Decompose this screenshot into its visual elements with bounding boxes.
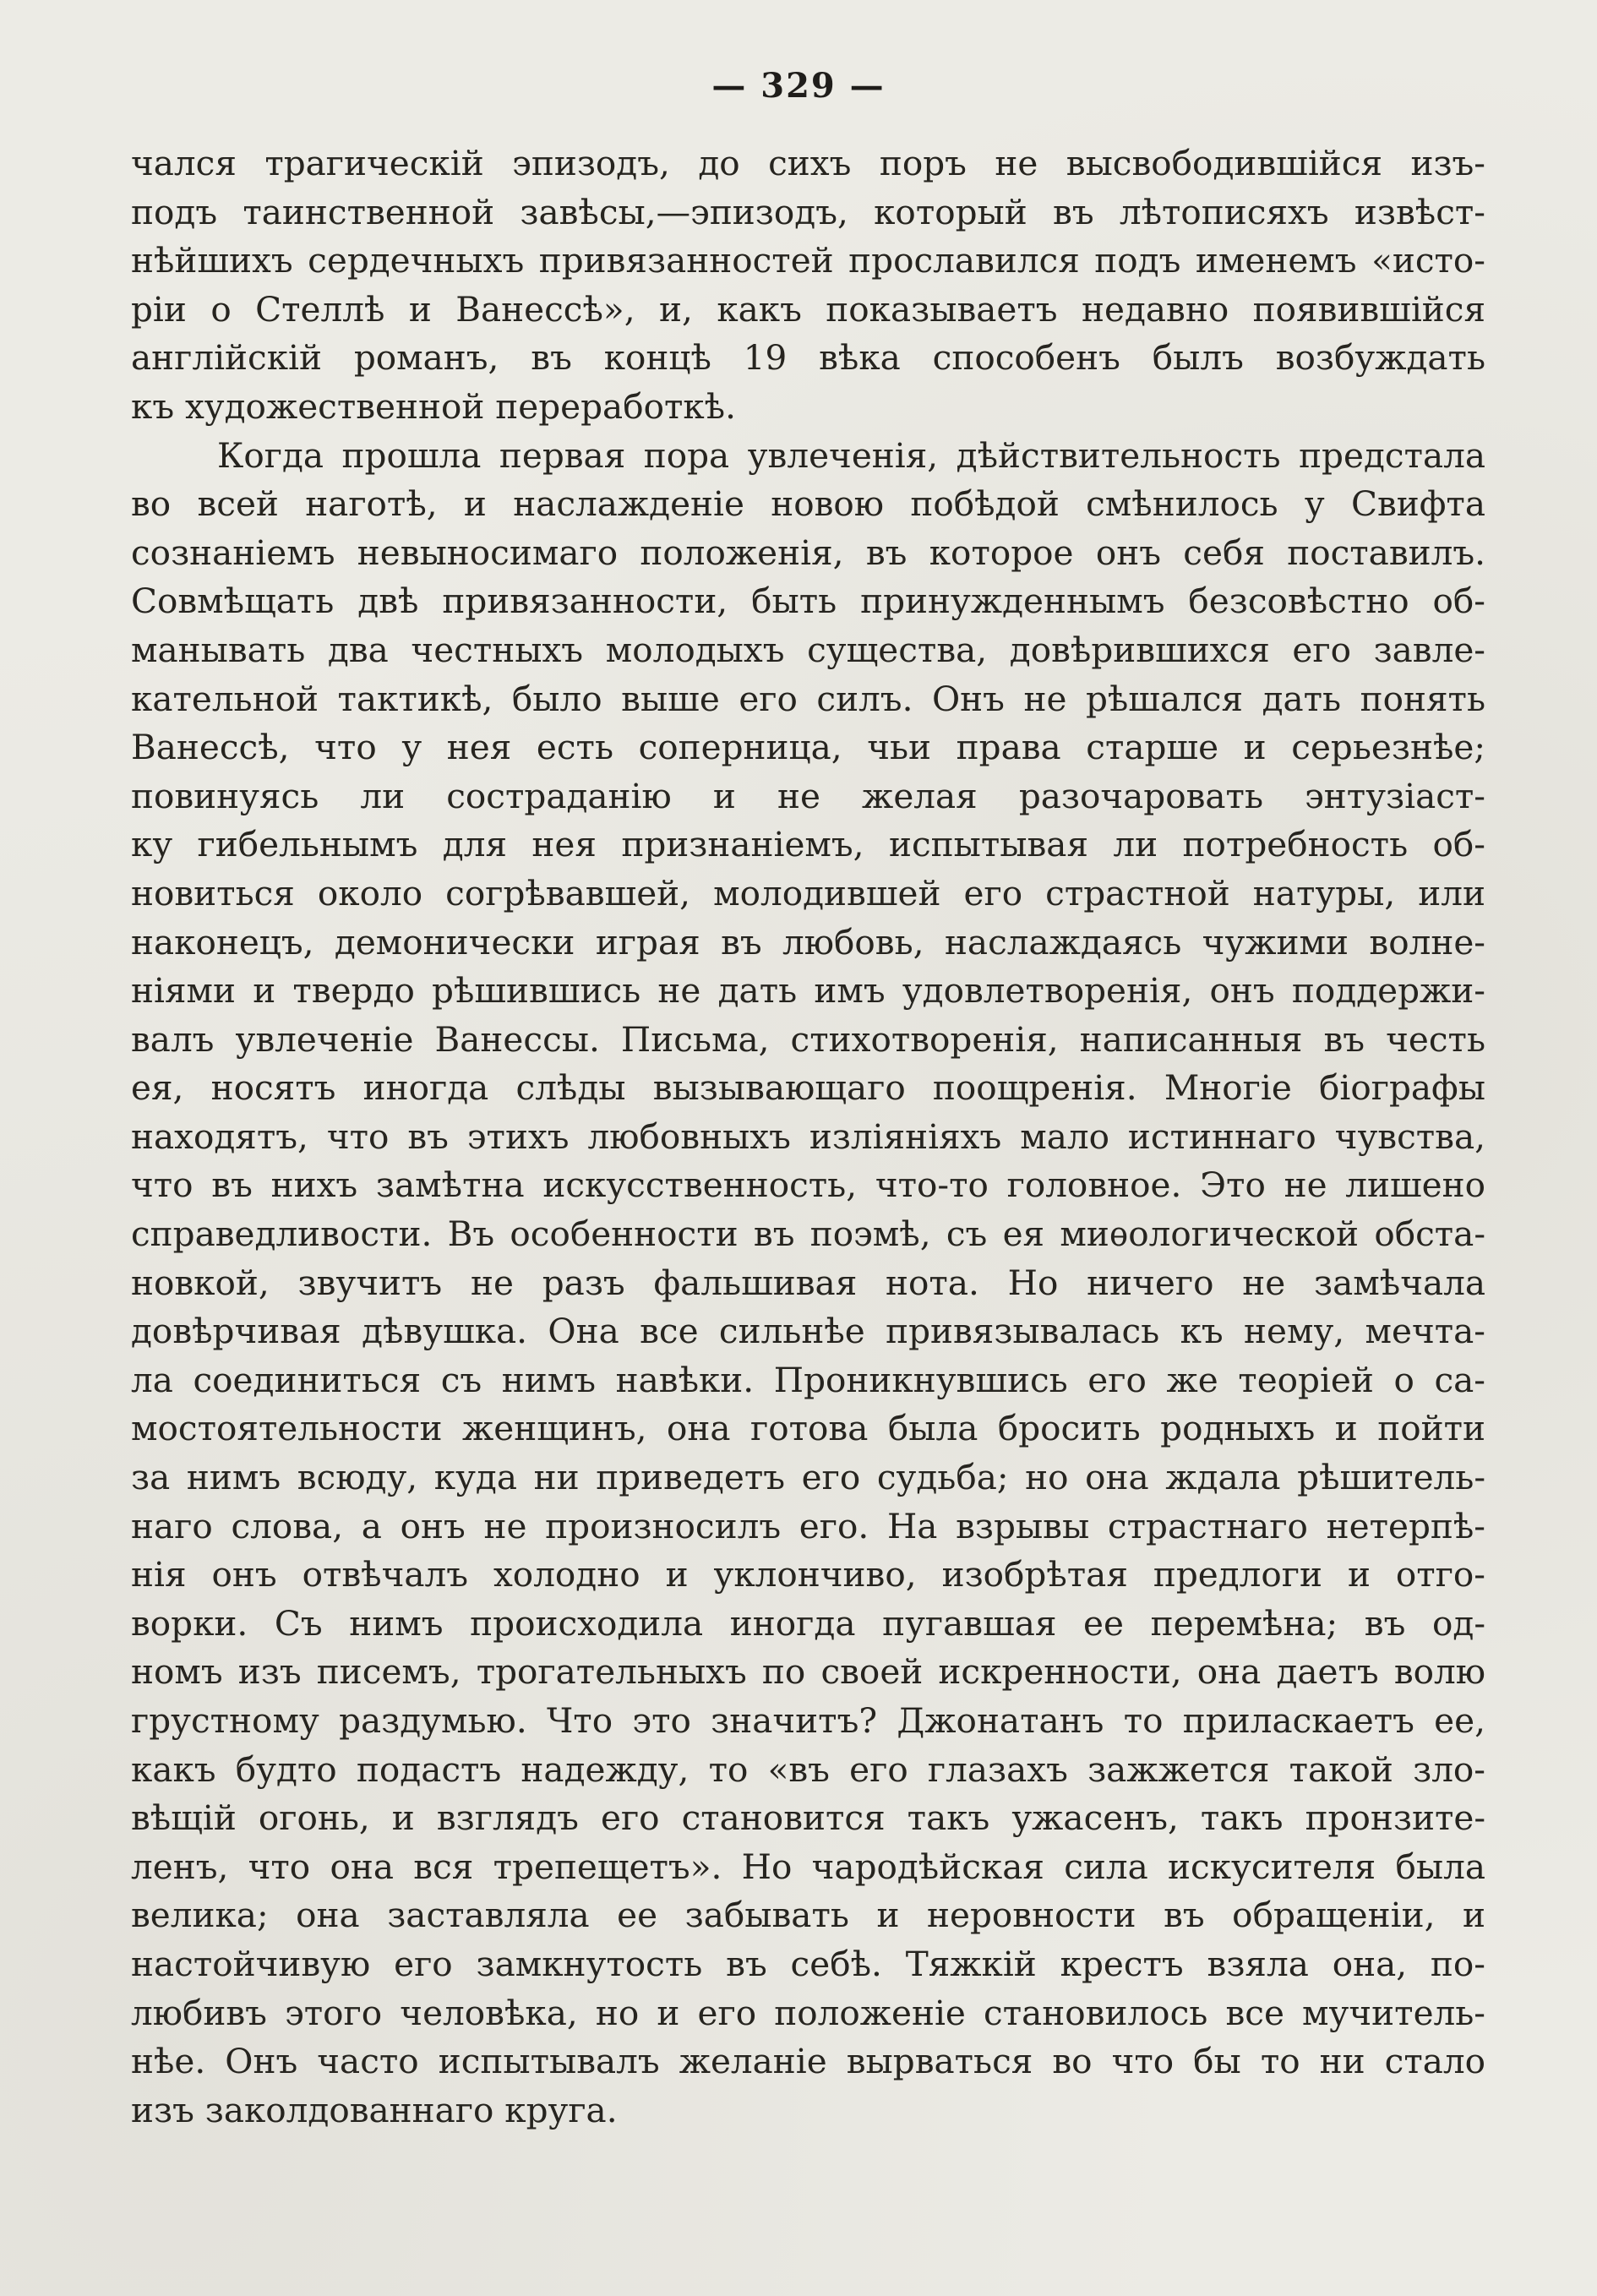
paragraph-1	[131, 139, 1485, 432]
text-line: ленъ, что она вся трепещетъ». Но чародѣйская сила искусителя была	[131, 1846, 1485, 1887]
text-line: любивъ этого человѣка, но и его положеніе становилось все мучитель-	[131, 1992, 1485, 2033]
text-line: находятъ, что въ этихъ любовныхъ изліяніяхъ мало истиннаго чувства,	[131, 1115, 1485, 1157]
text-line: наконецъ, демонически играя въ любовь, наслаждаясь чужими волне-	[131, 921, 1485, 963]
text-line: новиться около согрѣвавшей, молодившей его страстной натуры, или	[131, 872, 1485, 913]
text-line: ніями и твердо рѣшившись не дать имъ удовлетворенія, онъ поддержи-	[131, 970, 1485, 1012]
text-line: нѣйшихъ сердечныхъ привязанностей прославился подъ именемъ «исто-	[131, 240, 1485, 281]
text-line: велика; она заставляла ее забывать и неровности въ обращеніи, и	[131, 1895, 1485, 1936]
text-line: повинуясь ли состраданію и не желая разочаровать энтузіаст-	[131, 775, 1485, 816]
text-line: нѣе. Онъ часто испытывалъ желаніе вырваться во что бы то ни стало	[131, 2041, 1485, 2082]
text-line: за нимъ всюду, куда ни приведетъ его судьба; но она ждала рѣшитель-	[131, 1457, 1485, 1498]
text-line: что въ нихъ замѣтна искусственность, что-то головное. Это не лишено	[131, 1164, 1485, 1206]
text-line: ріи о Стеллѣ и Ванессѣ», и, какъ показываетъ недавно появившійся	[131, 288, 1485, 330]
text-line: мостоятельности женщинъ, она готова была бросить родныхъ и пойти	[131, 1408, 1485, 1449]
text-line: наго слова, а онъ не произносилъ его. На взрывы страстнаго нетерпѣ-	[131, 1505, 1485, 1546]
text-line: настойчивую его замкнутость въ себѣ. Тяжкій крестъ взяла она, по-	[131, 1943, 1485, 1984]
text-line: изъ заколдованнаго круга.	[131, 2089, 618, 2130]
text-line: номъ изъ писемъ, трогательныхъ по своей искренности, она даетъ волю	[131, 1651, 1485, 1693]
text-line: манывать два честныхъ молодыхъ существа, довѣрившихся его завле-	[131, 629, 1485, 670]
text-line: кательной тактикѣ, было выше его силъ. Онъ не рѣшался дать понять	[131, 678, 1485, 719]
text-line: Когда прошла первая пора увлеченія, дѣйствительность предстала	[217, 434, 1485, 476]
body-text	[131, 139, 1485, 2135]
text-line: валъ увлеченіе Ванессы. Письма, стихотворенія, написанныя въ честь	[131, 1018, 1485, 1060]
text-line: грустному раздумью. Что это значитъ? Джонатанъ то приласкаетъ ее,	[131, 1700, 1485, 1741]
text-line: чался трагическій эпизодъ, до сихъ поръ не высвободившійся изъ-	[131, 143, 1485, 183]
text-line: сознаніемъ невыносимаго положенія, въ которое онъ себя поставилъ.	[131, 532, 1485, 573]
text-line: ку гибельнымъ для нея признаніемъ, испытывая ли потребность об-	[131, 824, 1485, 865]
text-line: справедливости. Въ особенности въ поэмѣ, съ ея миѳологической обста-	[131, 1213, 1485, 1255]
text-line: къ художественной переработкѣ.	[131, 385, 736, 427]
text-line: Ванессѣ, что у нея есть соперница, чьи права старше и серьезнѣе;	[131, 727, 1485, 768]
text-line: нія онъ отвѣчалъ холодно и уклончиво, изобрѣтая предлоги и отго-	[131, 1554, 1485, 1595]
page-number: — 329 —	[711, 66, 886, 106]
text-line: ея, носятъ иногда слѣды вызывающаго поощренія. Многіе біографы	[131, 1067, 1485, 1109]
text-line: вѣщій огонь, и взглядъ его становится такъ ужасенъ, такъ пронзите-	[131, 1797, 1485, 1839]
paragraph-2	[131, 432, 1485, 2135]
text-line: ла соединиться съ нимъ навѣки. Проникнувшись его же теоріей о са-	[131, 1359, 1485, 1400]
text-line: Совмѣщать двѣ привязанности, быть принужденнымъ безсовѣстно об-	[131, 581, 1485, 622]
text-line: подъ таинственной завѣсы,—эпизодъ, который въ лѣтописяхъ извѣст-	[131, 191, 1485, 232]
text-line: во всей наготѣ, и наслажденіе новою побѣдой смѣнилось у Свифта	[131, 483, 1485, 525]
text-line: какъ будто подастъ надежду, то «въ его глазахъ зажжется такой зло-	[131, 1748, 1485, 1790]
text-line: довѣрчивая дѣвушка. Она все сильнѣе привязывалась къ нему, мечта-	[131, 1311, 1485, 1352]
text-line: новкой, звучитъ не разъ фальшивая нота. Но ничего не замѣчала	[131, 1262, 1485, 1303]
text-line: англійскій романъ, въ концѣ 19 вѣка способенъ былъ возбуждать	[131, 337, 1485, 379]
text-line: ворки. Съ нимъ происходила иногда пугавшая ее перемѣна; въ од-	[131, 1602, 1485, 1644]
